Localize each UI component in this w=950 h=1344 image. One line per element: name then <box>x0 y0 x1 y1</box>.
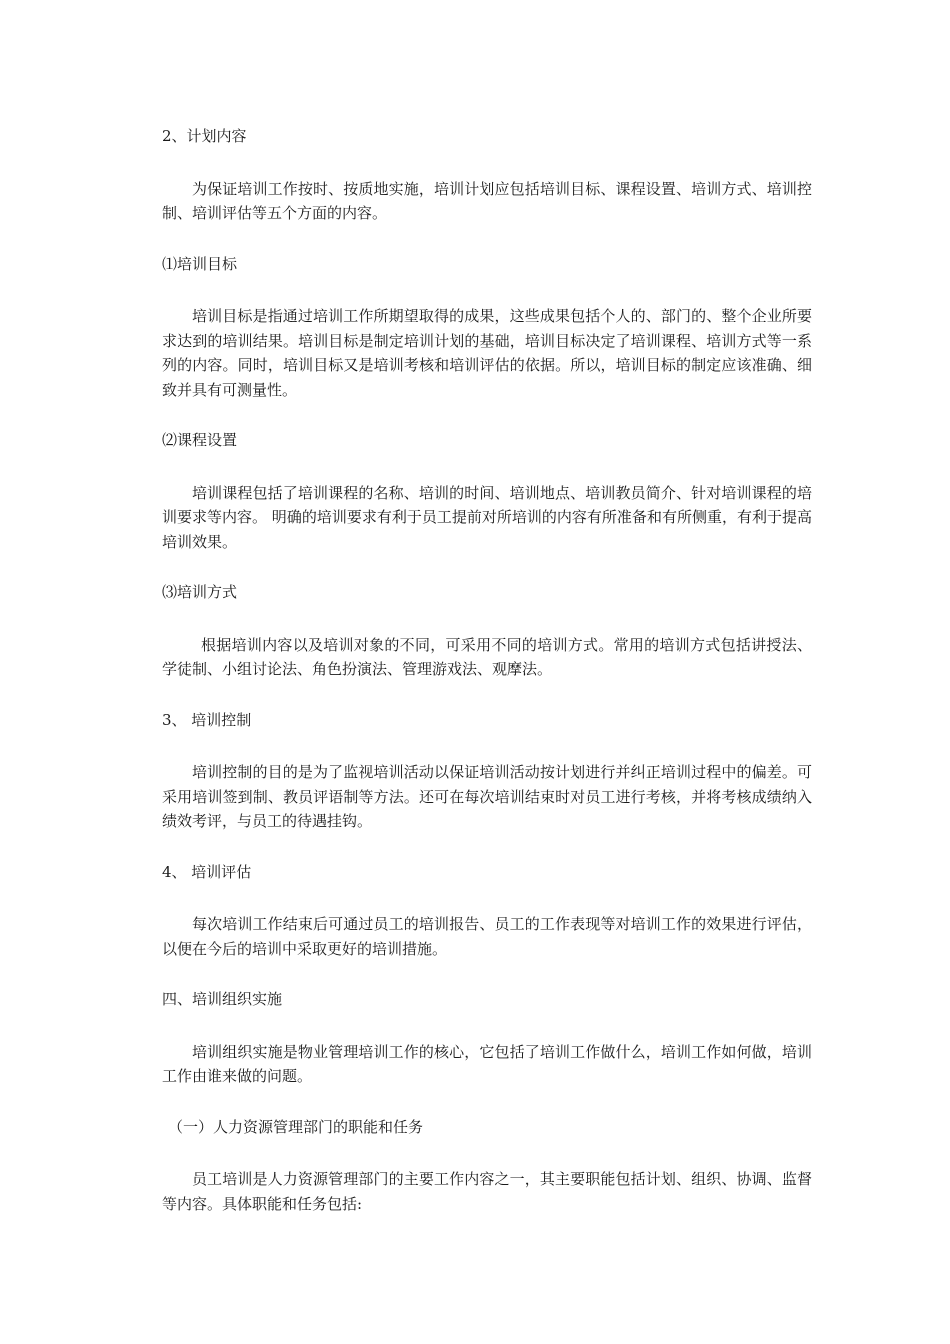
paragraph-plan-content: 为保证培训工作按时、按质地实施，培训计划应包括培训目标、课程设置、培训方式、培训控制、培训评估等五个方面的内容。 <box>162 179 812 222</box>
document-body <box>162 124 812 1242</box>
section-heading-training-control: 3、 培训控制 <box>162 710 252 729</box>
section-heading-training-evaluation: 4、 培训评估 <box>162 862 252 881</box>
paragraph-hr-department: 员工培训是人力资源管理部门的主要工作内容之一，其主要职能包括计划、组织、协调、监督等内容。具体职能和任务包括: <box>162 1170 812 1213</box>
paragraph-training-goal: 培训目标是指通过培训工作所期望取得的成果，这些成果包括个人的、部门的、整个企业所要求达到的培训结果。培训目标是制定培训计划的基础，培训目标决定了培训课程、培训方式等一系列的内容。同时，培训目标又是培训考核和培训评估的依据。所以，培训目标的制定应该准确、细致并具有可测量性。 <box>162 307 812 399</box>
paragraph-training-method: 根据培训内容以及培训对象的不同，可采用不同的培训方式。常用的培训方式包括讲授法、学徒制、小组讨论法、角色扮演法、管理游戏法、观摩法。 <box>162 635 812 678</box>
subheading-hr-department: （一）人力资源管理部门的职能和任务 <box>168 1117 424 1136</box>
subheading-training-goal: ⑴培训目标 <box>162 254 238 273</box>
chapter-heading-implementation: 四、培训组织实施 <box>162 990 283 1008</box>
subheading-course-setup: ⑵课程设置 <box>162 431 238 449</box>
paragraph-implementation: 培训组织实施是物业管理培训工作的核心，它包括了培训工作做什么，培训工作如何做，培训工作由谁来做的问题。 <box>162 1042 812 1085</box>
paragraph-training-control: 培训控制的目的是为了监视培训活动以保证培训活动按计划进行并纠正培训过程中的偏差。可采用培训签到制、教员评语制等方法。还可在每次培训结束时对员工进行考核，并将考核成绩纳入绩效考评，与员工的待遇挂钩。 <box>162 763 812 830</box>
paragraph-training-evaluation: 每次培训工作结束后可通过员工的培训报告、员工的工作表现等对培训工作的效果进行评估，以便在今后的培训中采取更好的培训措施。 <box>162 915 812 958</box>
section-heading-plan-content: 2、计划内容 <box>162 127 247 145</box>
paragraph-course-setup: 培训课程包括了培训课程的名称、培训的时间、培训地点、培训教员简介、针对培训课程的培训要求等内容。 明确的培训要求有利于员工提前对所培训的内容有所准备和有所侧重，有利于提高培训效果。 <box>162 483 812 551</box>
subheading-training-method: ⑶培训方式 <box>162 583 238 601</box>
